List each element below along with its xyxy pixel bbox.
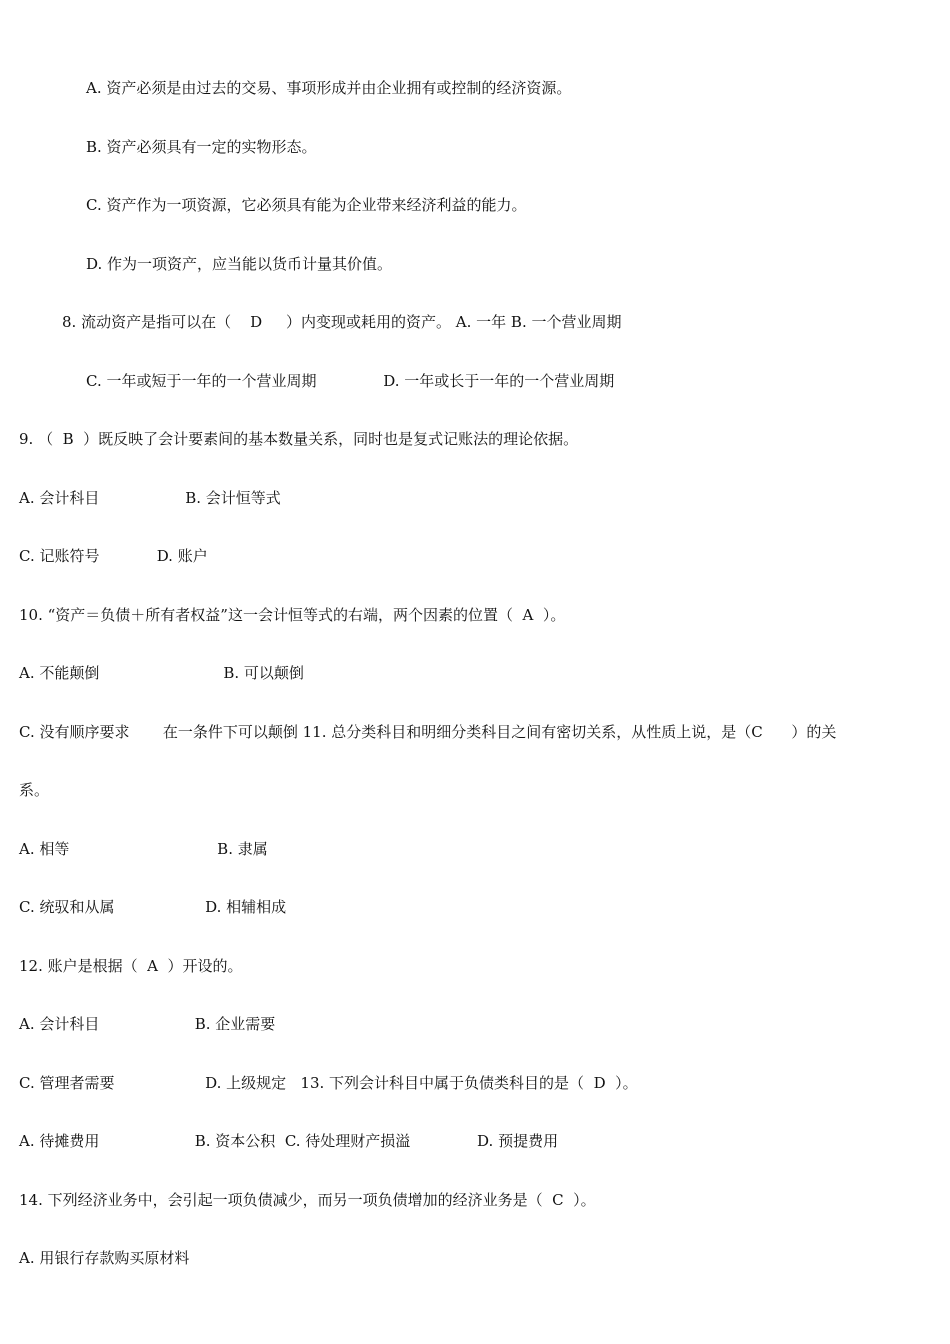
option-line: A. 会计科目 B. 会计恒等式 <box>19 489 281 507</box>
question-9: 9. （ B ）既反映了会计要素间的基本数量关系，同时也是复式记账法的理论依据。 <box>19 430 579 448</box>
option-line: D. 作为一项资产，应当能以货币计量其价值。 <box>86 255 393 273</box>
option-line: A. 用银行存款购买原材料 <box>19 1249 190 1267</box>
question-10: 10. “资产＝负债＋所有者权益”这一会计恒等式的右端，两个因素的位置（ A ）。 <box>19 606 566 624</box>
option-line: A. 不能颠倒 B. 可以颠倒 <box>19 664 304 682</box>
option-line: C. 统驭和从属 D. 相辅相成 <box>19 898 287 916</box>
question-13: C. 管理者需要 D. 上级规定 13. 下列会计科目中属于负债类科目的是（ D ）。 <box>19 1074 638 1092</box>
question-12: 12. 账户是根据（ A ）开设的。 <box>19 957 243 975</box>
question-14: 14. 下列经济业务中，会引起一项负债减少，而另一项负债增加的经济业务是（ C ）。 <box>19 1191 596 1209</box>
option-line: C. 一年或短于一年的一个营业周期 D. 一年或长于一年的一个营业周期 <box>86 372 615 390</box>
option-line: A. 相等 B. 隶属 <box>19 840 268 858</box>
question-11-continued: 系。 <box>19 781 50 799</box>
option-line: A. 会计科目 B. 企业需要 <box>19 1015 276 1033</box>
option-line: A. 资产必须是由过去的交易、事项形成并由企业拥有或控制的经济资源。 <box>86 79 572 97</box>
question-8: 8. 流动资产是指可以在（ D ）内变现或耗用的资产。 A. 一年 B. 一个营业周期 <box>62 313 622 331</box>
option-line: C. 记账符号 D. 账户 <box>19 547 208 565</box>
question-11: C. 没有顺序要求 在一条件下可以颠倒 11. 总分类科目和明细分类科目之间有密切关系，从性质上说，是（C ）的关 <box>19 723 837 741</box>
option-line: A. 待摊费用 B. 资本公积 C. 待处理财产损溢 D. 预提费用 <box>19 1132 559 1150</box>
option-line: C. 资产作为一项资源，它必须具有能为企业带来经济利益的能力。 <box>86 196 527 214</box>
option-line: B. 资产必须具有一定的实物形态。 <box>86 138 317 156</box>
